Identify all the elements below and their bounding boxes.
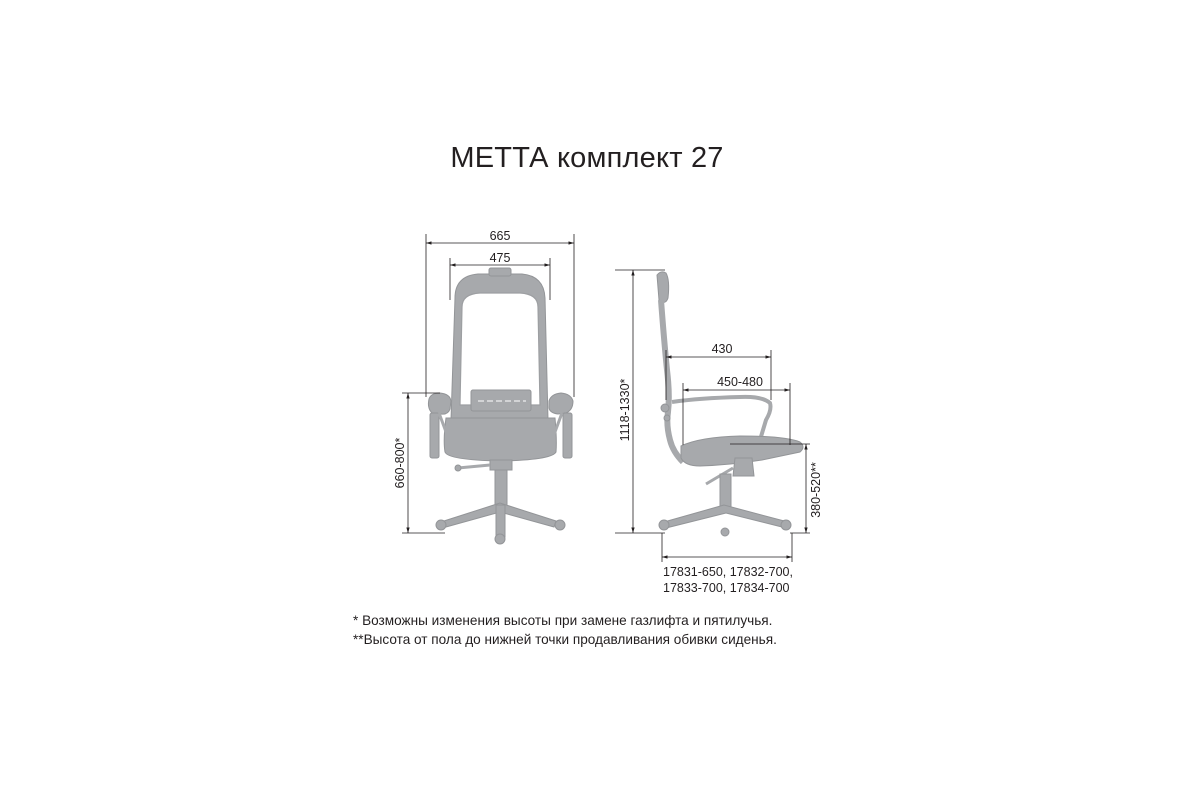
- seat-height-label: 380-520**: [809, 462, 823, 518]
- armrest-height-label: 660-800*: [393, 437, 407, 489]
- footnotes: [353, 611, 777, 649]
- side-view-chair: [657, 272, 803, 536]
- footnote-2: **Высота от пола до нижней точки продавливания обивки сиденья.: [353, 632, 777, 647]
- seat-depth-label: 430: [711, 342, 733, 356]
- base-codes-line2: 17833-700, 17834-700: [663, 581, 790, 595]
- seat-depth-range-label: 450-480: [717, 375, 763, 389]
- total-height-label: 1118-1330*: [618, 378, 632, 442]
- front-view-chair: [428, 268, 573, 544]
- width-overall-label: 665: [489, 229, 511, 243]
- side-dimensions: [615, 270, 823, 595]
- base-codes-line1: 17831-650, 17832-700,: [663, 565, 793, 579]
- width-back-label: 475: [489, 251, 511, 265]
- footnote-1: * Возможны изменения высоты при замене газлифта и пятилучья.: [353, 613, 773, 628]
- drawing-title: МЕТТА комплект 27: [450, 142, 724, 174]
